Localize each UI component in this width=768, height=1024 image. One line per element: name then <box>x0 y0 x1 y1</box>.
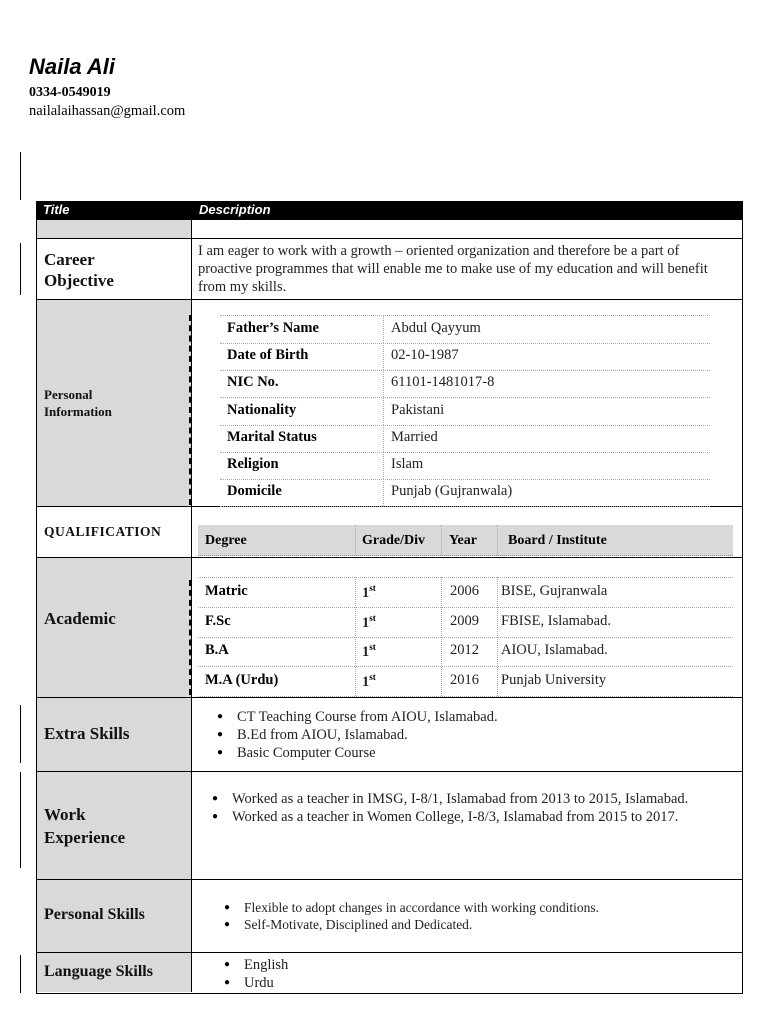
field-separator <box>383 316 384 343</box>
extra-skill-item: ● CT Teaching Course from AIOU, Islamabad. <box>215 708 725 726</box>
field-value: Married <box>391 428 438 445</box>
row-divider <box>36 238 742 239</box>
work-experience-label <box>44 803 125 849</box>
personal-info-row <box>220 316 710 344</box>
personal-info-row <box>220 479 710 507</box>
field-value: Abdul Qayyum <box>391 320 481 336</box>
header-title: Title <box>43 202 70 217</box>
acad-col-sep <box>441 577 442 696</box>
language-skills-list <box>222 956 522 992</box>
grade-cell <box>362 642 376 661</box>
work-label-1: Work <box>44 805 86 824</box>
academic-left-marks <box>189 580 193 695</box>
margin-bar <box>20 152 21 200</box>
acad-col-sep <box>355 577 356 696</box>
field-label: Marital Status <box>227 428 317 445</box>
field-value: Punjab (Gujranwala) <box>391 483 513 500</box>
grade-suffix: st <box>369 583 376 593</box>
candidate-name: Naila Ali <box>29 54 115 79</box>
personal-left-marks <box>189 315 193 505</box>
grade-value: 1 <box>362 584 370 601</box>
board-cell: BISE, Gujranwala <box>501 583 608 599</box>
grade-value: 1 <box>362 673 370 690</box>
work-experience-item: ● Worked as a teacher in Women College, I-8/3, Islamabad from 2015 to 2017. <box>210 808 710 826</box>
field-label: Nationality <box>227 401 297 418</box>
row-divider <box>36 219 742 220</box>
year-cell: 2012 <box>450 642 479 659</box>
grade-cell <box>362 583 376 602</box>
extra-skill-item: ● Basic Computer Course <box>215 744 725 762</box>
left-column-empty <box>37 219 192 238</box>
personal-skills-label: Personal Skills <box>44 906 145 923</box>
personal-info-label <box>44 386 112 420</box>
qual-col-sep <box>441 525 442 555</box>
academic-label: Academic <box>44 609 116 628</box>
board-cell: Punjab University <box>501 672 607 689</box>
extra-skill-item: ● B.Ed from AIOU, Islamabad. <box>215 726 725 744</box>
row-divider <box>36 771 742 772</box>
board-cell: AIOU, Islamabad. <box>501 642 608 659</box>
row-divider <box>36 879 742 880</box>
personal-skill-item: ● Self-Motivate, Disciplined and Dedicated. <box>222 916 722 933</box>
academic-row <box>198 637 733 667</box>
field-label: Father’s Name <box>227 320 319 336</box>
language-item: ● English <box>222 956 522 974</box>
career-objective-text: I am eager to work with a growth – oriented organization and therefore be a part of proactive programmes that will enable me to make use of my education and will benefit from my skills. <box>198 243 708 295</box>
extra-skills-list <box>215 708 725 762</box>
year-cell: 2009 <box>450 612 479 629</box>
qual-col-sep <box>497 525 498 555</box>
row-divider <box>36 952 742 953</box>
qualification-header <box>198 525 733 556</box>
personal-info-row <box>220 370 710 398</box>
board-cell: FBISE, Islamabad. <box>501 612 611 629</box>
personal-label-2: Information <box>44 404 112 419</box>
degree-cell: F.Sc <box>205 612 231 629</box>
work-experience-item: ● Worked as a teacher in IMSG, I-8/1, Islamabad from 2013 to 2015, Islamabad. <box>210 790 710 808</box>
academic-row <box>198 608 733 638</box>
field-separator <box>383 343 384 370</box>
col-degree: Degree <box>205 533 247 548</box>
col-year: Year <box>449 533 477 548</box>
qualification-label: QUALIFICATION <box>44 524 162 539</box>
field-value: Islam <box>391 456 424 472</box>
career-objective-label <box>44 249 114 291</box>
grade-value: 1 <box>362 644 370 661</box>
career-label-1: Career <box>44 250 95 269</box>
field-value: 61101-1481017-8 <box>391 374 495 391</box>
language-skills-label: Language Skills <box>44 963 153 980</box>
row-divider <box>36 697 742 698</box>
col-grade: Grade/Div <box>362 533 425 548</box>
grade-suffix: st <box>369 612 376 623</box>
field-separator <box>383 370 384 397</box>
field-value: Pakistani <box>391 401 445 418</box>
margin-bar <box>20 243 21 295</box>
degree-cell: M.A (Urdu) <box>205 672 279 689</box>
grade-suffix: st <box>369 642 376 653</box>
academic-row <box>198 667 733 697</box>
year-cell: 2016 <box>450 672 479 689</box>
personal-info-row <box>220 452 710 480</box>
personal-info-row <box>220 425 710 453</box>
personal-skill-item: ● Flexible to adopt changes in accordance with working conditions. <box>222 899 722 916</box>
year-cell: 2006 <box>450 583 479 599</box>
academic-row <box>198 578 733 608</box>
personal-info-row <box>220 343 710 371</box>
personal-skills-list <box>222 899 722 933</box>
personal-info-row <box>220 398 710 426</box>
field-value: 02-10-1987 <box>391 347 459 364</box>
grade-cell <box>362 613 376 632</box>
grade-value: 1 <box>362 614 370 631</box>
work-label-2: Experience <box>44 828 126 847</box>
margin-bar <box>20 705 21 763</box>
row-divider <box>36 299 742 300</box>
field-separator <box>383 425 384 452</box>
field-separator <box>383 398 384 425</box>
field-label: Date of Birth <box>227 347 309 364</box>
career-label-2: Objective <box>44 271 114 290</box>
row-divider <box>36 557 742 558</box>
field-separator <box>383 452 384 479</box>
language-item: ● Urdu <box>222 974 522 992</box>
personal-label-1: Personal <box>44 387 93 402</box>
field-label: NIC No. <box>227 374 279 391</box>
grade-cell <box>362 672 376 691</box>
margin-bar <box>20 772 21 868</box>
col-board: Board / Institute <box>508 533 607 548</box>
field-separator <box>383 479 384 506</box>
degree-cell: B.A <box>205 642 229 659</box>
margin-bar <box>20 955 21 993</box>
header-description: Description <box>199 202 271 217</box>
grade-suffix: st <box>369 672 376 683</box>
field-label: Domicile <box>227 483 282 500</box>
extra-skills-label: Extra Skills <box>44 724 130 743</box>
acad-col-sep <box>497 577 498 696</box>
field-label: Religion <box>227 456 279 472</box>
email-address: nailalaihassan@gmail.com <box>29 103 186 119</box>
degree-cell: Matric <box>205 583 248 599</box>
qual-col-sep <box>355 525 356 555</box>
table-header <box>36 201 742 219</box>
work-experience-list <box>210 790 710 826</box>
phone-number: 0334-0549019 <box>29 85 111 100</box>
